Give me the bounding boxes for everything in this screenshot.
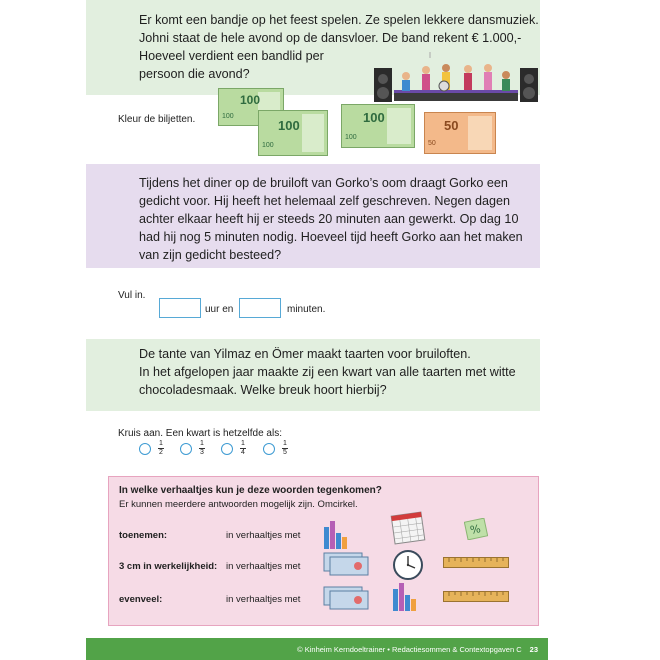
phrase-row-1: in verhaaltjes met [226, 530, 301, 541]
banknote-small-value: 100 [222, 113, 234, 120]
words-box-subtitle: Er kunnen meerdere antwoorden mogelijk zijn. Omcirkel. [119, 499, 358, 510]
banknote-50[interactable] [424, 112, 496, 154]
option-radio-3[interactable] [221, 443, 233, 455]
option-radio-1[interactable] [139, 443, 151, 455]
bar-chart-icon[interactable] [391, 581, 417, 613]
banknote-icon [258, 110, 328, 156]
option-radio-4[interactable] [263, 443, 275, 455]
problem-3-text: De tante van Yilmaz en Ömer maakt taarten voor bruiloften. In het afgelopen jaar maakte zij een kwart van alle taarten met witte chocoladesmaak. Welke breuk hoort hierbij? [139, 347, 516, 397]
clock-icon[interactable] [392, 549, 424, 581]
banknote-value: 100 [363, 110, 385, 125]
words-box-title: In welke verhaaltjes kun je deze woorden tegenkomen? [119, 485, 382, 496]
hours-input[interactable] [159, 298, 201, 318]
svg-text:%: % [468, 522, 482, 538]
problem-3-instruction: Kruis aan. Een kwart is hetzelfde als: [118, 428, 282, 439]
option-fraction-4 [280, 440, 290, 457]
fraction-numerator: 1 [283, 440, 287, 447]
banknote-small-value: 100 [345, 134, 357, 141]
problem-1-text: Er komt een bandje op het feest spelen. Ze spelen lekkere dansmuziek. Johni staat de hele avond op de dansvloer. De band rekent € 1.000,- Hoeveel verdient een bandlid per persoon die avond? [139, 13, 539, 81]
hours-unit-label: uur en [205, 304, 234, 315]
band-illustration [370, 48, 542, 106]
option-radio-2[interactable] [180, 443, 192, 455]
fraction-denominator: 4 [241, 449, 245, 456]
fraction-numerator: 1 [241, 440, 245, 447]
fraction-denominator: 2 [159, 449, 163, 456]
banknotes-icon[interactable] [322, 583, 372, 611]
footer-text-wrap [297, 645, 538, 654]
fraction-denominator: 5 [283, 449, 287, 456]
problem-2-instruction: Vul in. [118, 290, 146, 301]
fraction-numerator: 1 [200, 440, 204, 447]
word-toenemen: toenemen: [119, 530, 168, 541]
phrase-row-3: in verhaaltjes met [226, 594, 301, 605]
word-evenveel: evenveel: [119, 594, 163, 605]
minutes-unit-label: minuten. [287, 304, 326, 315]
problem-1-instruction: Kleur de biljetten. [118, 114, 196, 125]
banknote-100-3[interactable] [341, 104, 415, 148]
banknotes-icon[interactable] [322, 549, 372, 577]
ruler-icon[interactable] [443, 557, 509, 569]
percent-card-icon[interactable] [464, 518, 488, 540]
fraction-denominator: 3 [200, 449, 204, 456]
calendar-icon[interactable] [390, 511, 426, 545]
page-number: 23 [529, 645, 538, 654]
option-fraction-3 [238, 440, 248, 457]
banknote-value: 100 [240, 93, 261, 107]
banknote-small-value: 100 [262, 142, 274, 149]
words-box [108, 476, 539, 626]
banknote-100-2[interactable] [258, 110, 328, 156]
footer-copyright: © Kinheim Kerndoeltrainer • Redactiesommen & Contextopgaven C [297, 645, 522, 654]
minutes-input[interactable] [239, 298, 281, 318]
ruler-icon[interactable] [443, 591, 509, 603]
phrase-row-2: in verhaaltjes met [226, 561, 301, 572]
problem-3-panel [86, 339, 540, 411]
problem-2-panel [86, 164, 540, 268]
footer-bar [86, 638, 548, 660]
fraction-numerator: 1 [159, 440, 163, 447]
option-fraction-2 [197, 440, 207, 457]
banknote-value: 50 [444, 118, 459, 133]
banknote-icon [424, 112, 496, 154]
option-fraction-1 [156, 440, 166, 457]
banknote-value: 100 [278, 118, 300, 133]
bar-chart-icon[interactable] [322, 519, 348, 551]
banknote-small-value: 50 [428, 140, 436, 147]
problem-2-text: Tijdens het diner op de bruiloft van Gorko’s oom draagt Gorko een gedicht voor. Hij heeft het helemaal zelf geschreven. Negen dagen achter elkaar heeft hij er steeds 20 minuten aan gewerkt. Op dag 10 had hij nog 5 minuten nodig. Hoeveel tijd heeft Gorko aan het maken van zijn gedicht besteed? [139, 176, 523, 262]
word-3cm: 3 cm in werkelijkheid: [119, 561, 218, 572]
